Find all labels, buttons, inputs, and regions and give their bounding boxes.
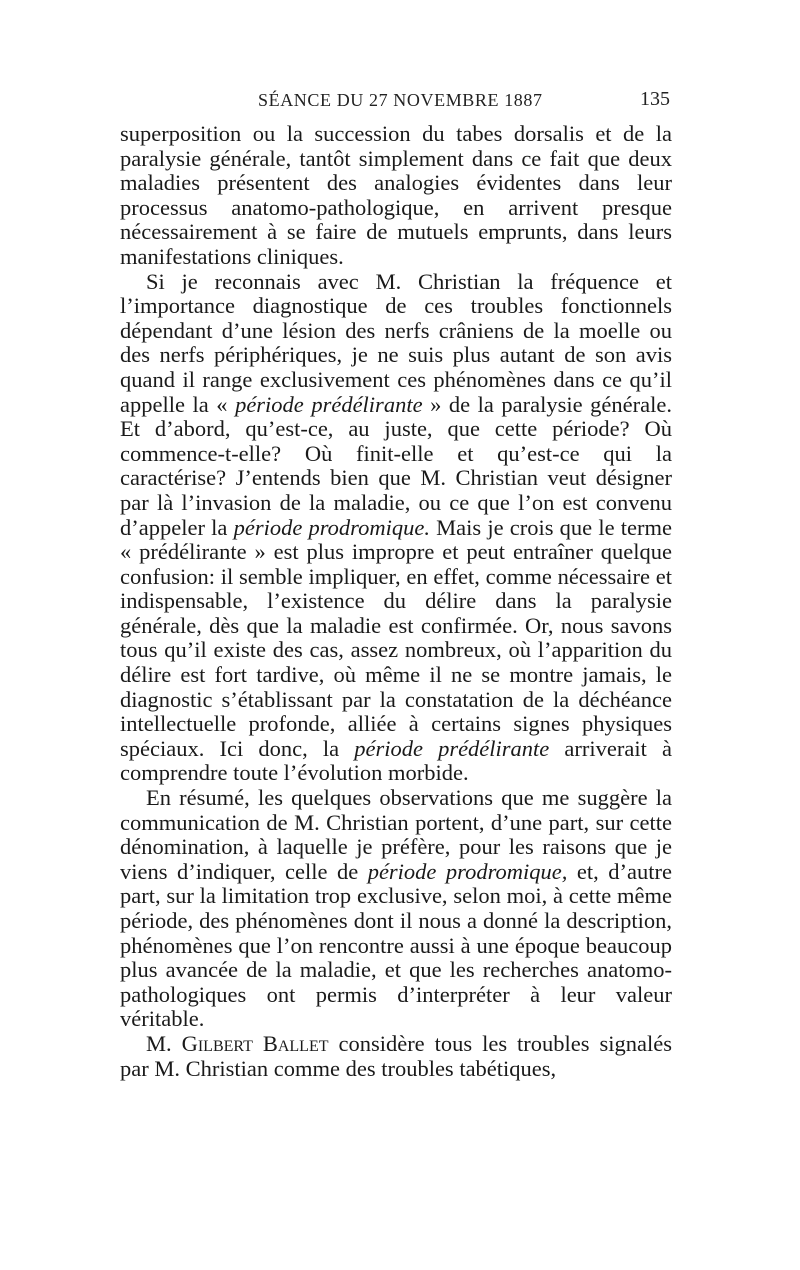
page-header bbox=[120, 88, 672, 122]
text-run: Si je reconnais avec M. Christian la fréquence et l’importance diagnostique de ces troubles fonctionnels dépendant d’une lésion des nerfs crâniens de la moelle ou des nerfs périphériques, je ne suis plus autant de son avis quand il range exclusivement ces phénomènes dans ce qu’il appelle la « bbox=[120, 268, 672, 417]
page-number: 135 bbox=[640, 88, 670, 110]
italic-text: période prédélirante bbox=[354, 735, 550, 761]
paragraph-gilbert-ballet bbox=[120, 1032, 672, 1081]
text-run: Mais je crois que le terme « prédélirante » est plus impropre et peut entraîner quelque confusion: il semble impliquer, en effet, comme nécessaire et indispensable, l’existence du délire dans la paralysie générale, dès que la maladie est confirmée. Or, nous savons tous qu’il existe des cas, assez nombreux, où l’apparition du délire est fort tardive, où même il ne se montre jamais, le diagnostic s’établissant par la constatation de la déchéance intellectuelle profonde, alliée à certains signes physiques spéciaux. Ici donc, la bbox=[120, 514, 673, 761]
paragraph-periode-predelirante bbox=[120, 270, 672, 786]
speaker-name: Gilbert Ballet bbox=[181, 1030, 329, 1056]
italic-text: période prédélirante bbox=[235, 391, 423, 417]
paragraph-continuation bbox=[120, 122, 672, 270]
text-run: En résumé, les quelques observations que me suggère la communication de M. Christian portent, d’une part, sur cette dénomination, à laquelle je préfère, pour les raisons que je viens d’indiquer, celle de bbox=[120, 785, 672, 884]
paragraph-en-resume bbox=[120, 786, 672, 1032]
text-run: arriverait à comprendre toute l’évolution morbide. bbox=[120, 735, 672, 786]
book-page bbox=[120, 88, 672, 1081]
running-head: SÉANCE DU 27 NOVEMBRE 1887 bbox=[258, 90, 543, 110]
body-text bbox=[120, 122, 672, 1081]
text-run: et, d’autre part, sur la limitation trop exclusive, selon moi, à cette même période, des phénomènes dont il nous a donné la description, phénomènes que l’on rencontre aussi à une époque beaucoup plus avancée de la maladie, et que les recherches anatomo-pathologiques ont permis d’interpréter à leur valeur véritable. bbox=[120, 858, 672, 1032]
italic-text: période prodromique. bbox=[233, 514, 430, 540]
text-run: superposition ou la succession du tabes dorsalis et de la paralysie générale, tantôt simplement dans ce fait que deux maladies présentent des analogies évidentes dans leur processus anatomo-pathologique, en arrivent presque nécessairement à se faire de mutuels emprunts, dans leurs manifestations cliniques. bbox=[120, 121, 672, 269]
text-run: » de la paralysie générale. Et d’abord, qu’est-ce, au juste, que cette période? Où commence-t-elle? Où finit-elle et qu’est-ce qui la caractérise? J’entends bien que M. Christian veut désigner par là l’invasion de la maladie, ou ce que l’on est convenu d’appeler la bbox=[120, 391, 672, 540]
italic-text: période prodromique, bbox=[367, 858, 568, 884]
text-run: M. bbox=[146, 1030, 182, 1056]
text-run: considère tous les troubles signalés par M. Christian comme des troubles tabétiques, bbox=[120, 1030, 672, 1081]
